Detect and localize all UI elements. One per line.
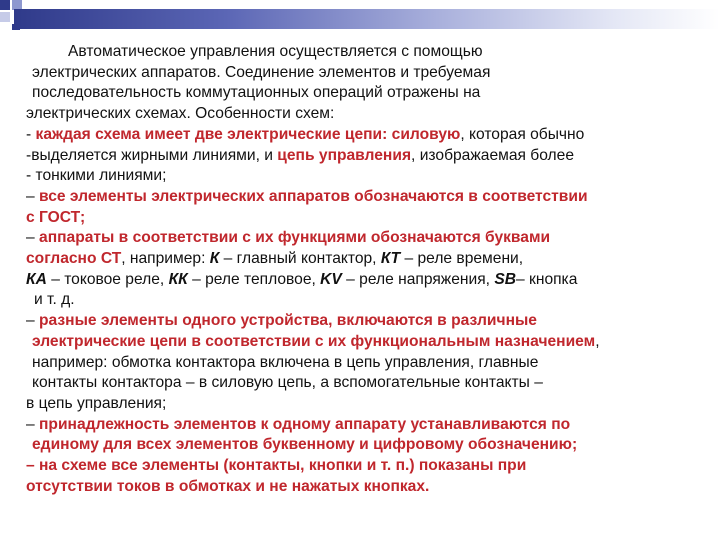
text-segment: КК: [168, 270, 188, 288]
text-line: [26, 187, 588, 208]
text-line: [26, 477, 429, 498]
text-line: [26, 228, 550, 249]
text-segment: каждая схема имеет две электрические цепи: силовую: [35, 125, 461, 143]
text-segment: согласно СТ: [26, 250, 122, 267]
text-segment: с ГОСТ;: [26, 208, 86, 226]
text-segment: все элементы электрических аппаратов обозначаются в соответствии: [39, 187, 588, 205]
text-segment: – главный контактор,: [219, 250, 381, 267]
text-line: [26, 125, 584, 146]
deco-square-3: [0, 12, 10, 22]
text-segment: KV: [320, 270, 342, 288]
text-segment: электрических схемах. Особенности схем:: [26, 105, 335, 123]
text-segment: – на схеме все элементы (контакты, кнопки и т. п.) показаны при: [26, 457, 527, 474]
text-segment: контакты контактора – в силовую цепь, а вспомогательные контакты –: [32, 374, 543, 392]
text-segment: – реле тепловое,: [187, 270, 321, 288]
text-segment: , которая обычно: [460, 125, 585, 143]
text-line: [26, 270, 577, 291]
text-segment: -: [26, 125, 36, 143]
text-segment: К: [209, 250, 220, 267]
text-segment: – реле напряжения,: [341, 270, 495, 288]
text-segment: например: обмотка контактора включена в цепь управления, главные: [32, 353, 539, 371]
text-line: [32, 435, 577, 456]
text-segment: последовательность коммутационных операций отражены на: [32, 84, 481, 102]
text-segment: цепь управления: [277, 146, 412, 164]
text-segment: принадлежность элементов к одному аппарату устанавливаются по: [39, 415, 571, 433]
text-line: [34, 290, 75, 311]
text-segment: электрические цепи в соответствии с их функциональным назначением: [32, 332, 596, 350]
text-segment: – токовое реле,: [46, 270, 169, 288]
text-line: [26, 208, 85, 229]
text-segment: единому для всех элементов буквенному и цифровому обозначению;: [32, 436, 578, 454]
text-line: [32, 63, 490, 84]
text-line: [32, 83, 480, 104]
text-segment: КТ: [380, 250, 401, 267]
text-segment: , изображаемая более: [411, 146, 574, 164]
text-line: [32, 373, 543, 394]
text-line: [26, 146, 574, 167]
text-line: [32, 332, 600, 353]
header-gradient-bar: [14, 9, 720, 29]
text-segment: –: [26, 229, 40, 247]
text-line: [68, 42, 483, 63]
header-decoration: [0, 0, 720, 30]
text-line: [26, 166, 166, 187]
text-segment: - тонкими линиями;: [26, 167, 167, 185]
text-line: [26, 415, 570, 436]
text-segment: ,: [595, 332, 600, 350]
text-segment: – кнопка: [516, 270, 578, 288]
text-segment: и т. д.: [34, 291, 75, 309]
text-segment: , например:: [121, 250, 210, 267]
text-segment: SB: [494, 270, 516, 288]
text-segment: – реле времени,: [400, 250, 524, 267]
text-segment: электрических аппаратов. Соединение элементов и требуемая: [32, 63, 491, 81]
text-line: [26, 394, 166, 415]
text-segment: -выделяется жирными линиями, и: [26, 146, 278, 164]
text-line: [32, 353, 538, 374]
text-segment: –: [26, 187, 40, 205]
text-segment: в цепь управления;: [26, 394, 167, 412]
text-segment: Автоматическое управления осуществляется с помощью: [68, 43, 483, 60]
text-line: [26, 104, 334, 125]
text-segment: –: [26, 415, 40, 433]
text-segment: КА: [26, 270, 47, 288]
text-line: [26, 456, 526, 477]
text-segment: разные элементы одного устройства, включаются в различные: [39, 312, 537, 330]
deco-square-1: [0, 0, 10, 10]
text-line: [26, 311, 537, 332]
text-segment: аппараты в соответствии с их функциями обозначаются буквами: [39, 229, 551, 247]
text-line: [26, 249, 523, 270]
text-segment: отсутствии токов в обмотках и не нажатых кнопках.: [26, 477, 430, 495]
text-segment: –: [26, 312, 40, 330]
